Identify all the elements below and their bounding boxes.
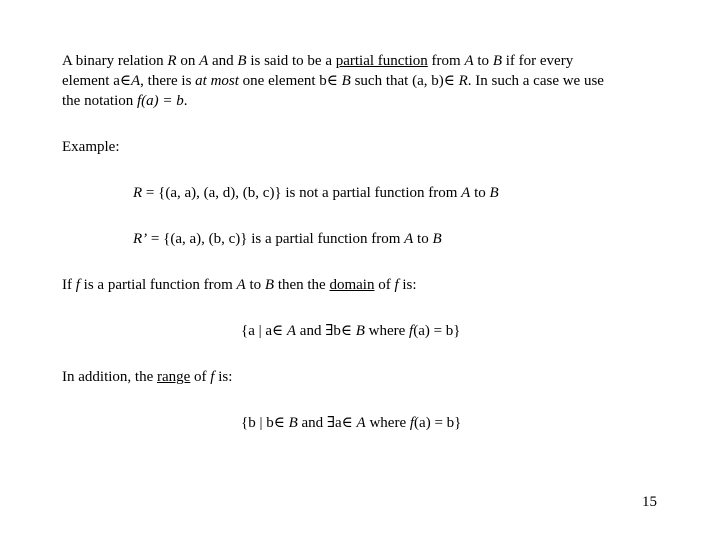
range-term: range	[156, 369, 191, 385]
page-number: 15	[642, 494, 657, 510]
example-heading: Example:	[62, 139, 120, 155]
definition-line-2: element a∈A, there is at most one element b∈ B such that (a, b)∈ R. In such a case we use	[62, 73, 604, 89]
example-relation-r-prime: R’ = {(a, a), (b, c)} is a partial function from A to B	[133, 231, 442, 247]
range-set: {b | b∈ B and ∃a∈ A where f(a) = b}	[241, 415, 462, 431]
range-intro: In addition, the range of f is:	[62, 369, 233, 385]
domain-intro: If f is a partial function from A to B then the domain of f is:	[62, 277, 417, 293]
example-relation-r: R = {(a, a), (a, d), (b, c)} is not a partial function from A to B	[133, 185, 499, 201]
definition-line-3: the notation f(a) = b.	[62, 93, 188, 109]
domain-set: {a | a∈ A and ∃b∈ B where f(a) = b}	[241, 323, 461, 339]
partial-function-term: partial function	[335, 53, 428, 69]
definition-line-1: A binary relation R on A and B is said to be a partial function from A to B if for every	[62, 53, 574, 69]
domain-term: domain	[329, 277, 375, 293]
notation-formula: f(a) = b	[137, 93, 184, 109]
